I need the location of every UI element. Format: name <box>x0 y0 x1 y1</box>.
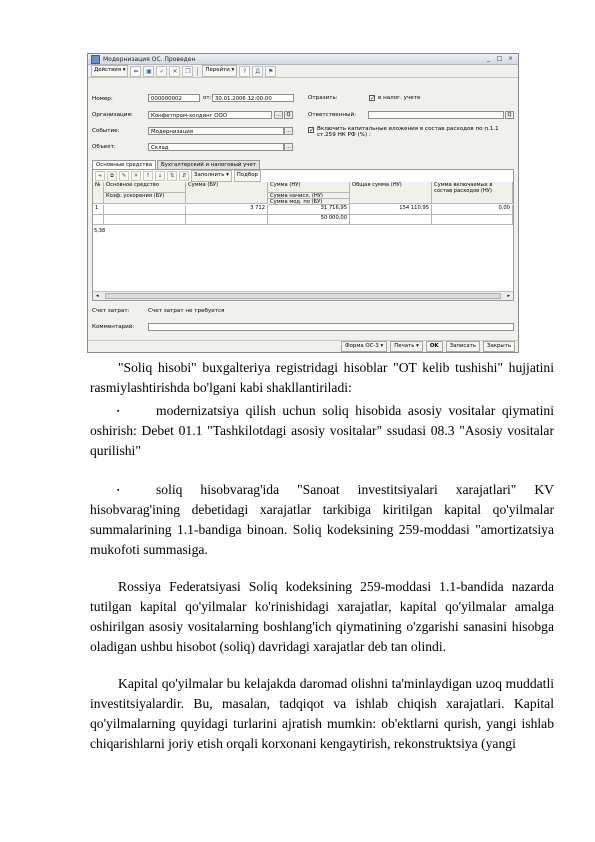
responsible-field[interactable] <box>368 111 504 119</box>
sort-desc-icon[interactable]: ⇵ <box>179 171 189 181</box>
sort-asc-icon[interactable]: ⇅ <box>167 171 177 181</box>
table-cell-sum-nu[interactable]: 31 716,95 <box>268 205 350 215</box>
print-button[interactable]: Печать ▾ <box>390 341 423 352</box>
object-field[interactable]: Склад <box>148 143 284 151</box>
table-cell-sum-nu[interactable]: 50 000,00 <box>268 215 350 225</box>
row-marker: 5,38 <box>94 228 106 234</box>
minimize-icon[interactable]: _ <box>487 55 490 62</box>
move-down-icon[interactable]: ↓ <box>155 171 165 181</box>
organization-field[interactable]: Конфетпром-холдинг ООО <box>148 111 272 119</box>
column-subheader-modernization: Сумма мод. по (БУ) <box>268 199 350 205</box>
column-header-sum-nu: Сумма (НУ) <box>268 182 350 193</box>
reflect-label: Отразить: <box>308 95 338 101</box>
table-cell-sum-bu[interactable]: 3 712 <box>186 205 268 215</box>
date-field[interactable]: 30.01.2006 12:00:00 <box>212 94 294 102</box>
column-header-number: № <box>93 182 104 204</box>
account-label: Счет затрат: <box>92 308 130 314</box>
window-titlebar <box>88 54 518 65</box>
table-cell-expense-nu[interactable]: 0,00 <box>432 205 513 215</box>
bullet-marker: ▪ <box>117 407 120 415</box>
column-header-asset: Основное средство <box>104 182 186 193</box>
capital-investment-checkbox[interactable]: ✓ <box>309 127 315 134</box>
reflect-tax-checkbox[interactable]: ✓ <box>370 95 376 102</box>
date-label: от: <box>203 95 212 101</box>
scrollbar-thumb[interactable] <box>105 293 501 299</box>
edit-row-icon[interactable]: ✎ <box>119 171 129 181</box>
actions-menu-button[interactable]: Действия ▾ <box>91 65 128 77</box>
save-button[interactable]: Записать <box>446 341 480 352</box>
document-icon <box>91 55 100 64</box>
dt-kt-icon[interactable]: Д <box>252 66 263 77</box>
close-icon[interactable]: × <box>507 55 514 62</box>
copy-row-icon[interactable]: ⧉ <box>107 171 117 181</box>
tab-accounting[interactable]: Бухгалтерский и налоговый учет <box>157 160 260 170</box>
organization-label: Организация: <box>92 112 133 118</box>
capital-investment-label: Включить капитальные вложения в состав расходов по п.1.1 ст.259 НК РФ (%) : <box>317 126 499 138</box>
copy-icon[interactable]: ❐ <box>182 66 193 77</box>
table-cell-asset[interactable] <box>104 215 186 225</box>
delete-row-icon[interactable]: ✕ <box>131 171 141 181</box>
ok-button[interactable]: OK <box>426 341 443 352</box>
column-header-total-nu: Общая сумма (НУ) <box>350 182 432 204</box>
reflect-tax-label: в налог. учете <box>378 95 421 101</box>
move-up-icon[interactable]: ↑ <box>143 171 153 181</box>
toolbar-separator <box>197 67 198 76</box>
paragraph-tax-code: Rossiya Federatsiyasi Soliq kodeksining 259-moddasi 1.1-bandida nazarda tutilgan kapital qo'yilmalar ko'rinishidagi xarajatlar, kapital qo'yilmalar amalga oshirilgan asosiy vositalarning boshlang'ich qiymatining o'zgarishi sanasini hisobga oladigan ushbu hisobot (soliq) davridagi xarajatlar deb tan olindi. <box>90 579 554 654</box>
scroll-left-icon[interactable]: ◂ <box>96 293 99 299</box>
organization-open-button[interactable]: Q <box>284 111 293 119</box>
select-button[interactable]: Подбор <box>234 170 261 182</box>
paragraph-intro: "Soliq hisobi" buxgalteriya registridagi hisoblar "OT kelib tushishi" hujjatini rasmiylashtirishda bo'lgani kabi shakllantiriladi: <box>90 360 554 395</box>
table-cell-number[interactable]: 1 <box>93 205 104 215</box>
tab-fixed-assets[interactable]: Основные средства <box>92 160 156 170</box>
paragraph-capital-investments: Kapital qo'yilmalar bu kelajakda daromad olishni ta'minlaydigan uzoq muddatli investitsiyalardir. Bu, masalan, tadqiqot va ishlab chiqish xarajatlari. Kapital qo'yilmalarning quyidagi turlarini ajratish mumkin: ob'ektlarni qurish, yangi ishlab chiqarishlarni joriy etish orqali korxonani kengaytirish, rekonstruktsiya (yangi <box>90 676 554 751</box>
bullet-marker: ▪ <box>117 486 120 494</box>
unpost-icon[interactable]: ✕ <box>169 66 180 77</box>
save-icon[interactable]: ▣ <box>143 66 154 77</box>
form-os3-button[interactable]: Форма ОС-3 ▾ <box>341 341 387 352</box>
object-label: Объект: <box>92 144 116 150</box>
table-cell-expense-nu[interactable] <box>432 215 513 225</box>
close-button[interactable]: Закрыть <box>483 341 515 352</box>
comment-label: Комментарий: <box>92 324 135 330</box>
maximize-icon[interactable]: □ <box>496 55 503 62</box>
organization-select-button[interactable]: ... <box>274 111 283 119</box>
account-value: Счет затрат не требуется <box>148 308 225 314</box>
add-row-icon[interactable]: + <box>95 171 105 181</box>
horizontal-scrollbar[interactable] <box>93 291 513 300</box>
bottom-button-bar <box>88 340 518 352</box>
scroll-right-icon[interactable]: ▸ <box>507 293 510 299</box>
window-title: Модернизация ОС. Проведен <box>103 55 196 63</box>
responsible-label: Ответственный: <box>308 112 356 118</box>
column-header-sum-bu: Сумма (БУ) <box>186 182 268 204</box>
new-icon[interactable]: ⇚ <box>130 66 141 77</box>
event-select-button[interactable]: ... <box>284 127 293 135</box>
bullet-item-1: modernizatsiya qilish uchun soliq hisobida asosiy vositalar qiymatini oshirish: Debet 01.1 "Tashkilotdagi asosiy vositalar" ssudasi 08.3 "Asosiy vositalar qurilishi" <box>90 403 554 458</box>
table-cell-number[interactable] <box>93 215 104 225</box>
column-header-expense-nu: Сумма включаемых в состав расходов (НУ) <box>432 182 513 204</box>
fixed-assets-panel <box>92 169 514 301</box>
help-icon[interactable]: ? <box>239 66 250 77</box>
fill-button[interactable]: Заполнить ▾ <box>191 170 232 182</box>
column-subheader-coefficient: Коэф. ускорения (БУ) <box>104 193 186 204</box>
object-select-button[interactable]: ... <box>284 143 293 151</box>
table-cell-total-nu[interactable]: 154 110,95 <box>350 205 432 215</box>
number-row <box>92 94 113 103</box>
table-cell-total-nu[interactable] <box>350 215 432 225</box>
event-field[interactable]: Модернизация <box>148 127 284 135</box>
document-window <box>87 53 519 353</box>
assets-table <box>93 182 513 288</box>
event-label: Событие: <box>92 128 120 134</box>
post-icon[interactable]: ✓ <box>156 66 167 77</box>
table-cell-sum-bu[interactable] <box>186 215 268 225</box>
number-field[interactable]: 000000002 <box>148 94 200 102</box>
column-subheader-accrued: Сумма начисл. (НУ) <box>268 193 350 199</box>
number-label: Номер: <box>92 95 113 102</box>
structure-icon[interactable]: ⚑ <box>265 66 276 77</box>
goto-menu-button[interactable]: Перейти ▾ <box>202 65 237 77</box>
comment-field[interactable] <box>148 323 514 331</box>
responsible-select-button[interactable]: Q <box>505 111 514 119</box>
bullet-item-2: soliq hisobvarag'ida "Sanoat investitsiyalari xarajatlari" KV hisobvarag'ining debetidagi xarajatlar tarkibiga kiritilgan kapital qo'yilmalar summalarining 1.1-bandiga binoan. Soliq kodeksining 259-moddasi "amortizatsiya mukofoti summasiga. <box>90 482 554 557</box>
main-toolbar <box>88 65 518 78</box>
table-cell-asset[interactable] <box>104 205 186 215</box>
